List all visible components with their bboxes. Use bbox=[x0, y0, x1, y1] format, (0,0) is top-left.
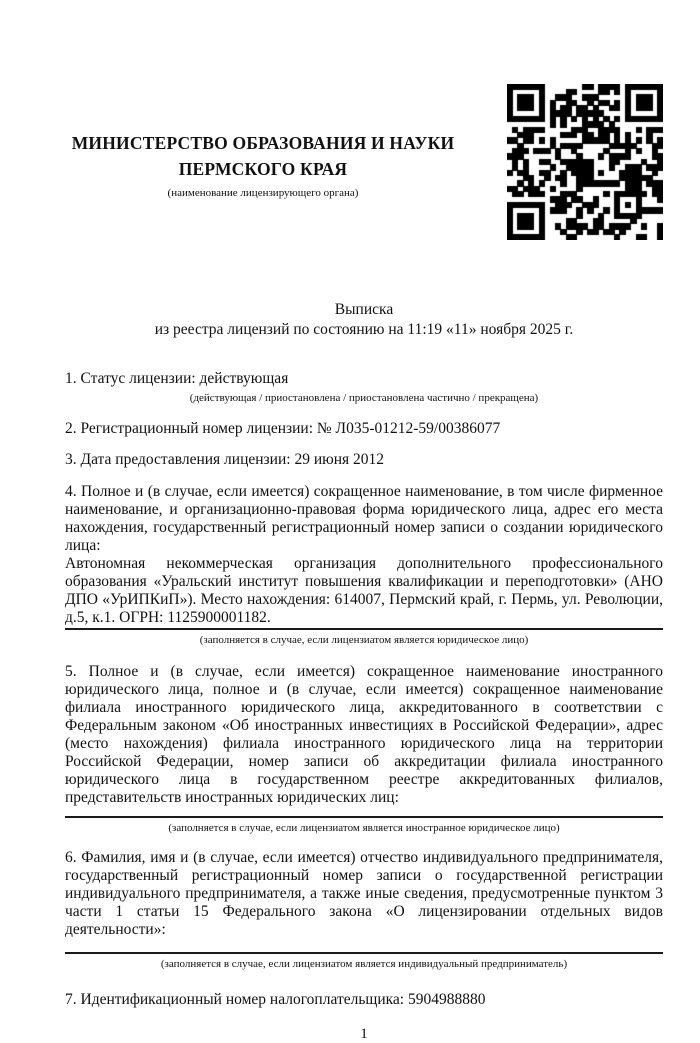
page-number: 1 bbox=[360, 1026, 368, 1042]
field-license-status bbox=[65, 370, 663, 406]
field-legal-entity-value: Автономная некоммерческая организация дополнительного профессионального образования «Уральский институт повышения квалификации и переподготовки» (АНО ДПО «УрИПКиП»). Место нахождения: 614007, Пермский край, г. Пермь, ул. Революции, д.5, к.1. ОГРН: 1125900001182. bbox=[65, 555, 663, 626]
field-legal-entity-caption: (заполняется в случае, если лицензиатом является юридическое лицо) bbox=[199, 634, 529, 646]
field-foreign-entity-caption: (заполняется в случае, если лицензиатом является иностранное юридическое лицо) bbox=[168, 822, 560, 834]
document-title-line2: из реестра лицензий по состоянию на 11:19 «11» ноября 2025 г. bbox=[154, 321, 574, 338]
document-body bbox=[65, 0, 663, 1043]
field-individual-entrepreneur bbox=[65, 849, 663, 972]
field-legal-entity-block bbox=[65, 483, 663, 630]
field-foreign-entity bbox=[65, 663, 663, 836]
ministry-name-line1: МИНИСТЕРСТВО ОБРАЗОВАНИЯ И НАУКИ bbox=[71, 133, 455, 153]
document-title-line1: Выписка bbox=[334, 301, 394, 318]
field-inn: 7. Идентификационный номер налогоплательщика: 5904988880 bbox=[65, 991, 486, 1008]
field-legal-entity-text: 4. Полное и (в случае, если имеется) сокращенное наименование, в том числе фирменное наименование, и организационно-правовая форма юридического лица, адрес его места нахождения, государственный регистрационный номер записи о создании юридического лица: bbox=[65, 483, 663, 554]
field-individual-entrepreneur-block bbox=[65, 849, 663, 954]
field-individual-entrepreneur-text: 6. Фамилия, имя и (в случае, если имеется) отчество индивидуального предпринимателя, государственный регистрационный номер записи о государственной регистрации индивидуального предпринимателя, а также иные сведения, предусмотренные пунктом 3 части 1 статьи 15 Федерального закона «О лицензировании отдельных видов деятельности»: bbox=[65, 849, 663, 938]
field-legal-entity bbox=[65, 483, 663, 648]
field-foreign-entity-block bbox=[65, 663, 663, 818]
field-registration-number: 2. Регистрационный номер лицензии: № Л035-01212-59/00386077 bbox=[65, 420, 501, 437]
field-individual-entrepreneur-caption: (заполняется в случае, если лицензиатом является индивидуальный предприниматель) bbox=[160, 958, 568, 970]
field-license-status-caption: (действующая / приостановлена / приостановлена частично / прекращена) bbox=[189, 392, 539, 404]
field-grant-date: 3. Дата предоставления лицензии: 29 июня 2012 bbox=[65, 451, 384, 468]
ministry-caption: (наименование лицензирующего органа) bbox=[167, 187, 359, 199]
ministry-name-line2: ПЕРМСКОГО КРАЯ bbox=[178, 159, 348, 179]
document-title bbox=[65, 300, 663, 340]
field-foreign-entity-text: 5. Полное и (в случае, если имеется) сокращенное наименование иностранного юридического лица, полное и (в случае, если имеется) сокращенное наименование филиала иностранного юридического лица, аккредитованного в соответствии с Федеральным законом «Об иностранных инвестициях в Российской Федерации», адрес (место нахождения) филиала иностранного юридического лица на территории Российской Федерации, номер записи об аккредитации филиала иностранного юридического лица в государственном реестре аккредитованных филиалов, представительств иностранных юридических лиц: bbox=[65, 663, 663, 806]
field-license-status-text: 1. Статус лицензии: действующая bbox=[65, 370, 289, 387]
